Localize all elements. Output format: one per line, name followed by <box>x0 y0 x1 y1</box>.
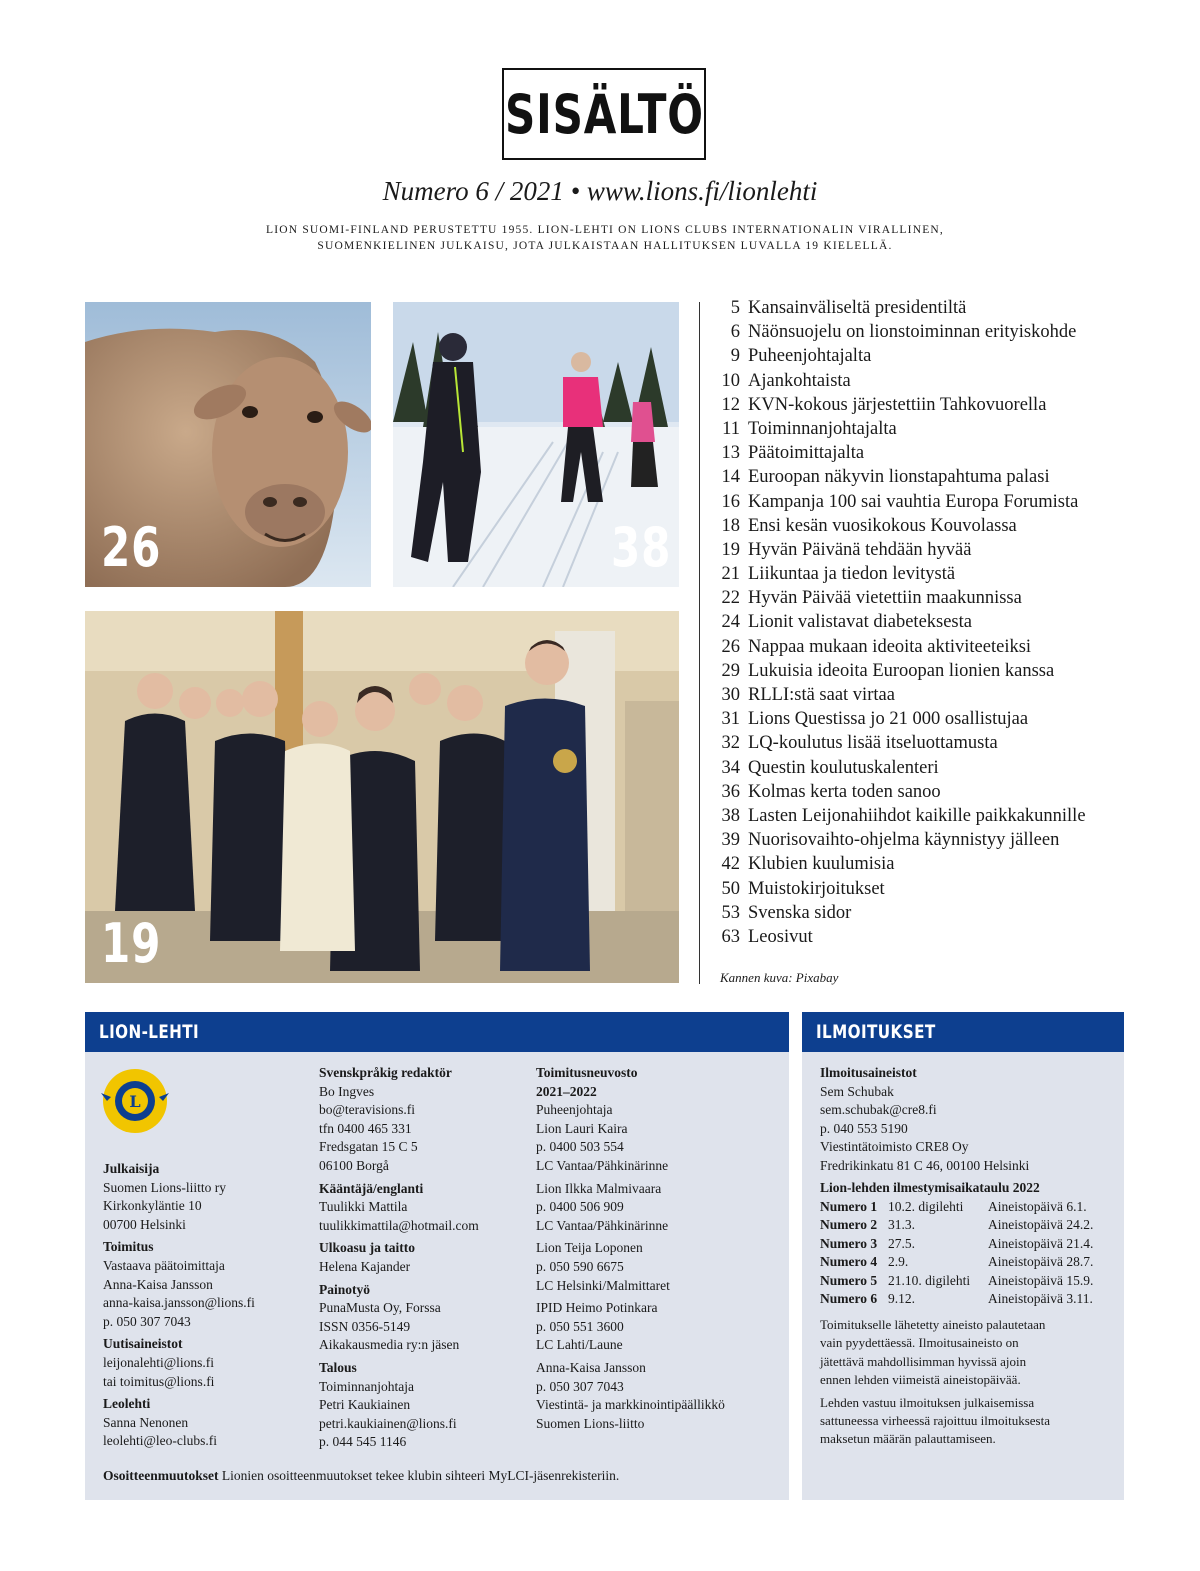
toc-title: Lions Questissa jo 21 000 osallistujaa <box>748 709 1029 730</box>
ads-note-line: Lehden vastuu ilmoituksen julkaisemissa <box>820 1394 1035 1410</box>
toc-page-number: 50 <box>721 878 740 899</box>
skiing-page-number: 38 <box>611 516 672 579</box>
schedule-date: 31.3. <box>888 1217 915 1233</box>
board-member-line: LC Vantaa/Pähkinärinne <box>536 1217 669 1233</box>
ads-note-line: jätettävä mahdollisimman hyvissä ajoin <box>820 1353 1027 1369</box>
page-title: SISÄLTÖ <box>504 82 704 146</box>
toc-title: Nappaa mukaan ideoita aktiviteeteiksi <box>748 636 1032 657</box>
finance-email-link[interactable]: petri.kaukiainen@lions.fi <box>319 1415 457 1431</box>
toc-page-number: 21 <box>721 564 740 585</box>
board-member-line: Lion Teija Loponen <box>536 1240 643 1256</box>
publisher-label: Julkaisija <box>103 1161 160 1176</box>
toc-entry[interactable] <box>714 854 1134 878</box>
print-label: Painotyö <box>319 1281 371 1297</box>
ads-email-link[interactable]: sem.schubak@cre8.fi <box>820 1102 937 1118</box>
group-photo <box>85 611 679 983</box>
news-label: Uutisaineistot <box>103 1336 183 1352</box>
publisher-line: Kirkonkyläntie 10 <box>103 1198 202 1214</box>
toc-page-number: 10 <box>721 370 740 391</box>
print-line: Aikakausmedia ry:n jäsen <box>319 1337 460 1353</box>
toc-entry[interactable] <box>714 758 1134 782</box>
toc-entry[interactable] <box>714 371 1134 395</box>
toc-title: Kampanja 100 sai vauhtia Europa Forumista <box>748 491 1079 512</box>
schedule-date: 10.2. digilehti <box>888 1199 964 1214</box>
lions-logo-icon <box>101 1067 169 1135</box>
schedule-label: Lion-lehden ilmestymisaikataulu 2022 <box>820 1179 1040 1195</box>
schedule-date: 2.9. <box>888 1254 909 1270</box>
toc-entry[interactable] <box>714 346 1134 370</box>
toc-entry[interactable] <box>714 395 1134 419</box>
toc-entry[interactable] <box>714 709 1134 733</box>
toc-page-number: 18 <box>721 515 740 536</box>
toc-title: Liikuntaa ja tiedon levitystä <box>748 564 956 585</box>
toc-entry[interactable] <box>714 298 1134 322</box>
publisher-line: Suomen Lions-liitto ry <box>103 1179 226 1195</box>
toc-page-number: 31 <box>721 709 740 730</box>
publisher-line: 00700 Helsinki <box>103 1216 186 1232</box>
toc-page-number: 26 <box>721 636 740 657</box>
editorial-line: Vastaava päätoimittaja <box>103 1257 225 1273</box>
schedule-deadline: Aineistopäivä 28.7. <box>988 1254 1094 1270</box>
toc-entry[interactable] <box>714 612 1134 636</box>
schedule-issue: Numero 2 <box>820 1217 878 1233</box>
toc-page-number: 42 <box>721 854 740 875</box>
board-member-line: p. 0400 503 554 <box>536 1139 624 1155</box>
schedule-issue: Numero 5 <box>820 1272 878 1288</box>
toc-page-number: 13 <box>721 443 740 464</box>
lion-lehti-col2 <box>319 1064 524 1456</box>
lion-lehti-heading-bar <box>85 1012 789 1052</box>
toc-title: Lionit valistavat diabeteksesta <box>748 612 972 633</box>
finance-line: Toiminnanjohtaja <box>319 1378 415 1394</box>
schedule-date: 9.12. <box>888 1291 915 1307</box>
address-change-note <box>103 1468 619 1484</box>
toc-title: Ensi kesän vuosikokous Kouvolassa <box>748 515 1017 536</box>
toc-entry[interactable] <box>714 516 1134 540</box>
toc-title: Lasten Leijonahiihdot kaikille paikkakunnille <box>748 805 1086 826</box>
leo-label: Leolehti <box>103 1396 151 1412</box>
toc-entry[interactable] <box>714 322 1134 346</box>
editorial-label: Toimitus <box>103 1239 154 1255</box>
toc-entry[interactable] <box>714 806 1134 830</box>
toc-title: Svenska sidor <box>748 902 852 923</box>
schedule-date: 27.5. <box>888 1235 915 1251</box>
schedule-deadline: Aineistopäivä 21.4. <box>988 1235 1094 1251</box>
toc-title: RLLI:stä saat virtaa <box>748 685 895 705</box>
ads-note-line: ennen lehden viimeistä aineistopäivää. <box>820 1372 1021 1388</box>
toc-title: Näönsuojelu on lionstoiminnan erityiskohde <box>748 322 1077 343</box>
ads-note-line: Toimitukselle lähetetty aineisto palautetaan <box>820 1317 1046 1332</box>
toc-title: Toiminnanjohtajalta <box>748 418 897 439</box>
toc-title: Kansainväliseltä presidentiltä <box>748 298 967 318</box>
toc-page-number: 12 <box>721 394 740 415</box>
sheep-photo <box>85 302 371 587</box>
finance-line: Petri Kaukiainen <box>319 1397 411 1413</box>
finance-label: Talous <box>319 1359 357 1375</box>
ads-line: Viestintätoimisto CRE8 Oy <box>820 1139 969 1155</box>
toc-title: Lukuisia ideoita Euroopan lionien kanssa <box>748 660 1055 681</box>
toc-entry[interactable] <box>714 903 1134 927</box>
toc-page-number: 9 <box>730 346 740 367</box>
toc-page-number: 19 <box>721 539 740 560</box>
table-of-contents <box>714 298 1134 951</box>
toc-title: Klubien kuulumisia <box>748 854 895 875</box>
board-member-line: Lion Lauri Kaira <box>536 1120 628 1136</box>
address-change-text: Lionien osoitteenmuutokset tekee klubin sihteeri MyLCI-jäsenrekisteriin. <box>221 1468 620 1483</box>
toc-title: Muistokirjoitukset <box>748 878 885 899</box>
editorial-line: Anna-Kaisa Jansson <box>103 1276 213 1292</box>
toc-entry[interactable] <box>714 782 1134 806</box>
board-member-line: Lion Ilkka Malmivaara <box>536 1180 662 1196</box>
ads-note-line: vain pyydettäessä. Ilmoitusaineisto on <box>820 1335 1019 1351</box>
ads-notes <box>820 1316 1116 1449</box>
news-email-link[interactable]: leijonalehti@lions.fi <box>103 1354 215 1370</box>
translator-email-link[interactable]: tuulikkimattila@hotmail.com <box>319 1217 479 1233</box>
group-illustration <box>85 611 679 983</box>
toc-page-number: 32 <box>721 733 740 754</box>
translator-label: Kääntäjä/englanti <box>319 1180 424 1196</box>
board-member-line: Suomen Lions-liitto <box>536 1415 645 1431</box>
board-member-line: p. 0400 506 909 <box>536 1199 624 1215</box>
toc-title: Ajankohtaista <box>748 370 851 391</box>
sheep-page-number: 26 <box>101 516 162 579</box>
news-email-link[interactable]: tai toimitus@lions.fi <box>103 1373 215 1389</box>
print-line: ISSN 0356-5149 <box>319 1318 411 1334</box>
toc-title: Hyvän Päivää vietettiin maakunnissa <box>748 588 1022 609</box>
toc-divider <box>699 302 700 984</box>
schedule-issue: Numero 6 <box>820 1291 878 1307</box>
toc-page-number: 24 <box>721 612 740 633</box>
ads-line: Sem Schubak <box>820 1083 894 1099</box>
translator-line: Tuulikki Mattila <box>319 1199 408 1215</box>
ads-line: Fredrikinkatu 81 C 46, 00100 Helsinki <box>820 1157 1030 1173</box>
toc-title: Euroopan näkyvin lionstapahtuma palasi <box>748 467 1050 488</box>
toc-entry[interactable] <box>714 540 1134 564</box>
leo-line: Sanna Nenonen <box>103 1414 189 1430</box>
toc-entry[interactable] <box>714 927 1134 951</box>
toc-page-number: 22 <box>721 588 740 609</box>
intro-text <box>200 222 1010 254</box>
toc-page-number: 63 <box>721 926 740 947</box>
toc-title: Hyvän Päivänä tehdään hyvää <box>748 539 972 560</box>
ilmoitukset-heading: ILMOITUKSET <box>816 1021 936 1043</box>
lion-lehti-panel <box>85 1012 789 1500</box>
svg-text:L: L <box>129 1092 141 1111</box>
leo-email-link[interactable]: leolehti@leo-clubs.fi <box>103 1433 218 1449</box>
board-member-line: Puheenjohtaja <box>536 1102 613 1118</box>
board-member-line: p. 050 590 6675 <box>536 1258 624 1274</box>
schedule-table <box>820 1198 1118 1308</box>
swedish-editor-email-link[interactable]: bo@teravisions.fi <box>319 1102 416 1118</box>
board-member-line: p. 050 307 7043 <box>536 1378 624 1394</box>
toc-page-number: 34 <box>721 757 740 778</box>
board-member-line: LC Vantaa/Pähkinärinne <box>536 1157 669 1173</box>
toc-title: Puheenjohtajalta <box>748 346 872 367</box>
toc-page-number: 14 <box>721 467 740 488</box>
swedish-editor-line: 06100 Borgå <box>319 1157 389 1173</box>
address-change-label: Osoitteenmuutokset <box>103 1468 219 1483</box>
cover-credit: Kannen kuva: Pixabay <box>720 970 839 985</box>
toc-page-number: 5 <box>730 298 740 318</box>
title-box <box>502 68 706 160</box>
layout-label: Ulkoasu ja taitto <box>319 1240 416 1256</box>
ads-line: p. 040 553 5190 <box>820 1120 908 1136</box>
board-member-line: Anna-Kaisa Jansson <box>536 1359 646 1375</box>
issue-line: Numero 6 / 2021 • www.lions.fi/lionlehti <box>382 176 818 206</box>
finance-line: p. 044 545 1146 <box>319 1434 407 1450</box>
lion-lehti-heading: LION-LEHTI <box>99 1021 200 1043</box>
toc-page-number: 36 <box>721 781 740 802</box>
toc-page-number: 30 <box>721 685 740 705</box>
editorial-line: p. 050 307 7043 <box>103 1313 191 1329</box>
schedule-deadline: Aineistopäivä 6.1. <box>988 1199 1087 1214</box>
board-member-line: LC Helsinki/Malmittaret <box>536 1277 670 1293</box>
schedule-deadline: Aineistopäivä 15.9. <box>988 1272 1094 1288</box>
toc-entry[interactable] <box>714 661 1134 685</box>
intro-line: SUOMENKIELINEN JULKAISU, JOTA JULKAISTAAN HALLITUKSEN LUVALLA 19 KIELELLÄ. <box>317 240 893 252</box>
swedish-editor-label: Svenskpråkig redaktör <box>319 1065 452 1080</box>
board-label: Toimitusneuvosto <box>536 1065 638 1080</box>
ilmoitukset-panel <box>802 1012 1124 1500</box>
toc-page-number: 39 <box>721 830 740 851</box>
toc-entry[interactable] <box>714 419 1134 443</box>
lion-lehti-col3 <box>536 1064 776 1437</box>
schedule-issue: Numero 4 <box>820 1254 878 1270</box>
toc-title: Päätoimittajalta <box>748 443 865 464</box>
toc-entry[interactable] <box>714 492 1134 516</box>
editorial-email-link[interactable]: anna-kaisa.jansson@lions.fi <box>103 1295 255 1311</box>
toc-entry[interactable] <box>714 830 1134 854</box>
swedish-editor-line: tfn 0400 465 331 <box>319 1120 412 1136</box>
toc-entry[interactable] <box>714 588 1134 612</box>
toc-entry[interactable] <box>714 564 1134 588</box>
swedish-editor-line: Fredsgatan 15 C 5 <box>319 1139 418 1155</box>
toc-entry[interactable] <box>714 685 1134 709</box>
lion-lehti-col1 <box>103 1160 303 1455</box>
intro-line: LION SUOMI-FINLAND PERUSTETTU 1955. LION-LEHTI ON LIONS CLUBS INTERNATIONALIN VIRALLINEN, <box>265 224 944 236</box>
toc-page-number: 53 <box>721 902 740 923</box>
schedule-deadline: Aineistopäivä 3.11. <box>988 1291 1093 1307</box>
toc-title: Kolmas kerta toden sanoo <box>748 781 941 802</box>
toc-entry[interactable] <box>714 443 1134 467</box>
toc-entry[interactable] <box>714 467 1134 491</box>
board-member-line: Viestintä- ja markkinointipäällikkö <box>536 1397 725 1413</box>
ads-contact <box>820 1064 1116 1197</box>
schedule-issue: Numero 3 <box>820 1235 878 1251</box>
print-line: PunaMusta Oy, Forssa <box>319 1300 441 1316</box>
skiing-photo <box>393 302 679 587</box>
schedule-deadline: Aineistopäivä 24.2. <box>988 1217 1094 1233</box>
schedule-date: 21.10. digilehti <box>888 1272 971 1288</box>
board-member-line: p. 050 551 3600 <box>536 1318 624 1334</box>
board-member-line: IPID Heimo Potinkara <box>536 1300 658 1316</box>
toc-title: Questin koulutuskalenteri <box>748 757 939 778</box>
ads-label: Ilmoitusaineistot <box>820 1065 917 1080</box>
toc-page-number: 16 <box>721 491 740 512</box>
ilmoitukset-heading-bar <box>802 1012 1124 1052</box>
toc-title: Nuorisovaihto-ohjelma käynnistyy jälleen <box>748 830 1060 851</box>
schedule-issue: Numero 1 <box>820 1199 878 1214</box>
toc-page-number: 29 <box>721 660 740 681</box>
toc-title: LQ-koulutus lisää itseluottamusta <box>748 733 998 754</box>
toc-page-number: 6 <box>730 322 740 343</box>
toc-entry[interactable] <box>714 733 1134 757</box>
toc-entry[interactable] <box>714 879 1134 903</box>
toc-page-number: 11 <box>722 418 740 439</box>
toc-page-number: 38 <box>721 805 740 826</box>
board-years: 2021–2022 <box>536 1083 597 1099</box>
swedish-editor-line: Bo Ingves <box>319 1083 375 1099</box>
group-page-number: 19 <box>101 912 162 975</box>
ads-note-line: maksetun määrän palauttamiseen. <box>820 1431 996 1447</box>
layout-line: Helena Kajander <box>319 1258 411 1274</box>
board-member-line: LC Lahti/Laune <box>536 1337 623 1353</box>
toc-title: Leosivut <box>748 926 813 947</box>
toc-entry[interactable] <box>714 637 1134 661</box>
ads-note-line: sattuneessa virheessä rajoittuu ilmoituksesta <box>820 1413 1050 1429</box>
toc-title: KVN-kokous järjestettiin Tahkovuorella <box>748 394 1047 415</box>
